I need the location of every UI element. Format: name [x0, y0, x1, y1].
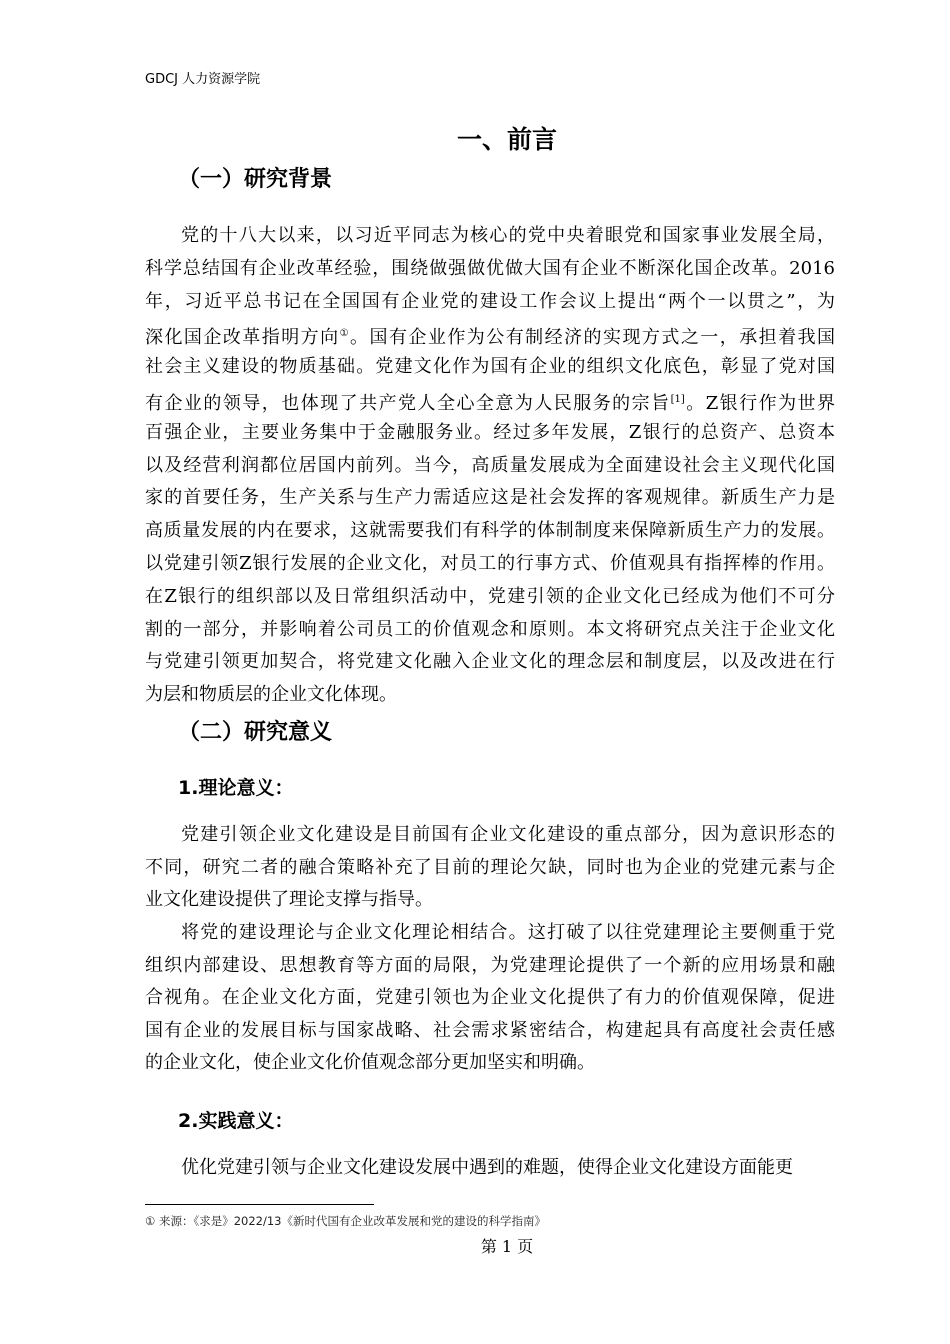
footnote: ① 来源：《求是》2022/13《新时代国有企业改革发展和党的建设的科学指南》 — [145, 1214, 546, 1228]
paragraph-line: 在Z银行的组织部以及日常组织活动中，党建引领的企业文化已经成为他们不可分 — [145, 585, 835, 607]
paragraph-line: 科学总结国有企业改革经验，围绕做强做优做大国有企业不断深化国企改革。2016 — [145, 257, 835, 279]
paragraph-line: 年，习近平总书记在全国国有企业党的建设工作会议上提出“两个一以贯之”，为 — [145, 290, 835, 312]
paragraph-line: 党的十八大以来，以习近平同志为核心的党中央着眼党和国家事业发展全局， — [181, 225, 835, 246]
paragraph-line: 割的一部分，并影响着公司员工的价值观念和原则。本文将研究点关注于企业文化 — [145, 618, 835, 640]
paragraph-line: 国有企业的发展目标与国家战略、社会需求紧密结合，构建起具有高度社会责任感 — [145, 1019, 835, 1041]
page-header: GDCJ 人力资源学院 — [145, 72, 261, 87]
section-heading-significance: （二）研究意义 — [178, 720, 333, 745]
paragraph-line: 党建引领企业文化建设是目前国有企业文化建设的重点部分，因为意识形态的 — [181, 824, 835, 845]
page-number: 第 1 页 — [480, 1237, 534, 1256]
paragraph-line: 百强企业，主要业务集中于金融服务业。经过多年发展，Z银行的总资产、总资本 — [145, 421, 835, 443]
paragraph-line: 有企业的领导，也体现了共产党人全心全意为人民服务的宗旨[1]。Z银行作为世界 — [145, 393, 836, 414]
footnote-divider — [145, 1204, 374, 1205]
paragraph-line: 业文化建设提供了理论支撑与指导。 — [145, 889, 433, 911]
paragraph-line: 将党的建设理论与企业文化理论相结合。这打破了以往党建理论主要侧重于党 — [181, 922, 835, 943]
paragraph-line: 组织内部建设、思想教育等方面的局限，为党建理论提供了一个新的应用场景和融 — [145, 954, 835, 976]
paragraph-line: 的企业文化，使企业文化价值观念部分更加坚实和明确。 — [145, 1052, 595, 1074]
paragraph-line: 高质量发展的内在要求，这就需要我们有科学的体制制度来保障新质生产力的发展。 — [145, 520, 835, 542]
paragraph-line: 以及经营利润都位居国内前列。当今，高质量发展成为全面建设社会主义现代化国 — [145, 454, 835, 476]
subheading-practice: 2.实践意义： — [178, 1110, 294, 1132]
chapter-title: 一、前言 — [456, 125, 557, 154]
paragraph-line: 深化国企改革指明方向①。国有企业作为公有制经济的实现方式之一，承担着我国 — [145, 327, 836, 349]
paragraph-line: 社会主义建设的物质基础。党建文化作为国有企业的组织文化底色，彰显了党对国 — [145, 356, 835, 378]
paragraph-line: 与党建引领更加契合，将党建文化融入企业文化的理念层和制度层，以及改进在行 — [145, 651, 835, 673]
paragraph-line: 不同，研究二者的融合策略补充了目前的理论欠缺，同时也为企业的党建元素与企 — [145, 856, 835, 878]
section-heading-background: （一）研究背景 — [178, 167, 333, 192]
paragraph-line: 合视角。在企业文化方面，党建引领也为企业文化提供了有力的价值观保障，促进 — [145, 987, 835, 1009]
paragraph-line: 优化党建引领与企业文化建设发展中遇到的难题，使得企业文化建设方面能更 — [181, 1157, 793, 1178]
paragraph-line: 以党建引领Z银行发展的企业文化，对员工的行事方式、价值观具有指挥棒的作用。 — [145, 553, 835, 574]
paragraph-line: 为层和物质层的企业文化体现。 — [145, 684, 397, 706]
subheading-theory: 1.理论意义： — [178, 777, 294, 799]
paragraph-line: 家的首要任务，生产关系与生产力需适应这是社会发挥的客观规律。新质生产力是 — [145, 487, 835, 509]
